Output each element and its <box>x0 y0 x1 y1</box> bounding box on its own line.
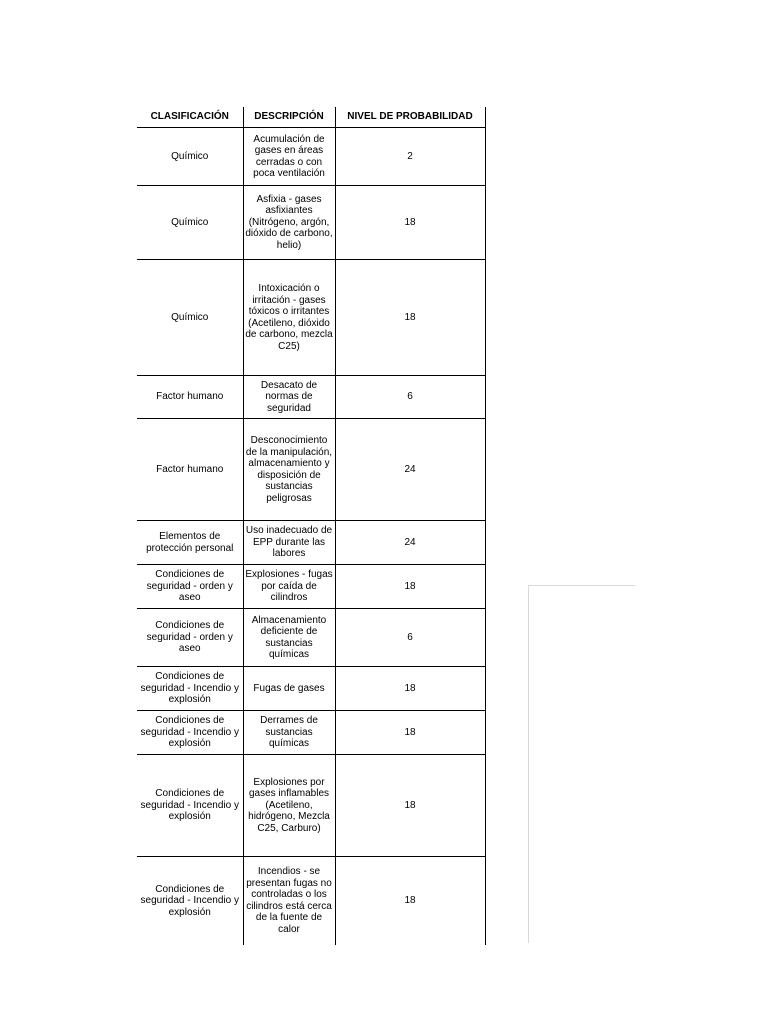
cell-probability-level <box>335 376 485 419</box>
table-row <box>137 857 485 945</box>
cell-classification <box>137 521 243 565</box>
cell-classification-text: Condiciones de seguridad - orden y aseo <box>146 620 233 655</box>
cell-description-text: Asfixia - gases asfixiantes (Nitrógeno, argón, dióxido de carbono, helio) <box>245 193 333 251</box>
cell-description <box>243 857 335 945</box>
table-header-row <box>137 107 485 128</box>
table-row <box>137 260 485 376</box>
cell-description <box>243 755 335 857</box>
cell-classification <box>137 667 243 711</box>
cell-probability-level <box>335 521 485 565</box>
risk-probability-table <box>137 107 486 945</box>
table-row <box>137 667 485 711</box>
cell-description-text: Desconocimiento de la manipulación, almacenamiento y disposición de sustancias peligrosas <box>245 435 333 504</box>
cell-classification-text: Químico <box>171 150 209 162</box>
cell-classification <box>137 609 243 667</box>
cell-probability-level <box>335 711 485 755</box>
cell-probability-level <box>335 186 485 260</box>
cell-probability-level <box>335 667 485 711</box>
empty-frame-top-border <box>528 585 635 586</box>
cell-description-text: Explosiones - fugas por caída de cilindros <box>245 569 333 604</box>
table-body <box>137 128 485 945</box>
cell-probability-level-text: 6 <box>407 391 413 403</box>
cell-classification <box>137 128 243 186</box>
cell-description <box>243 376 335 419</box>
cell-description-text: Desacato de normas de seguridad <box>260 379 318 414</box>
table-row <box>137 609 485 667</box>
cell-classification-text: Condiciones de seguridad - orden y aseo <box>146 569 233 604</box>
cell-classification <box>137 711 243 755</box>
cell-description <box>243 186 335 260</box>
empty-frame-left-border <box>528 585 529 943</box>
cell-probability-level-text: 18 <box>404 311 416 323</box>
cell-probability-level <box>335 128 485 186</box>
header-probability-level: NIVEL DE PROBABILIDAD <box>335 107 485 128</box>
cell-probability-level-text: 18 <box>404 799 416 811</box>
cell-description-text: Acumulación de gases en áreas cerradas o con poca ventilación <box>253 133 325 179</box>
cell-classification-text: Factor humano <box>156 463 224 475</box>
table-row <box>137 565 485 609</box>
cell-classification-text: Condiciones de seguridad - Incendio y explosión <box>140 715 239 750</box>
cell-probability-level-text: 18 <box>404 726 416 738</box>
cell-probability-level <box>335 260 485 376</box>
table-row <box>137 419 485 521</box>
table-row <box>137 186 485 260</box>
cell-probability-level <box>335 565 485 609</box>
cell-description-text: Incendios - se presentan fugas no controladas o los cilindros está cerca de la fuente de calor <box>246 866 332 935</box>
cell-probability-level <box>335 419 485 521</box>
cell-classification-text: Factor humano <box>156 391 224 403</box>
table-row <box>137 711 485 755</box>
cell-classification-text: Químico <box>171 216 209 228</box>
cell-classification <box>137 857 243 945</box>
cell-description <box>243 419 335 521</box>
cell-description-text: Explosiones por gases inflamables (Acetileno, hidrógeno, Mezcla C25, Carburo) <box>248 776 330 834</box>
cell-description-text: Intoxicación o irritación - gases tóxicos o irritantes (Acetileno, dióxido de carbono, mezcla C25) <box>245 283 333 352</box>
cell-classification <box>137 755 243 857</box>
table-row <box>137 128 485 186</box>
cell-description-text: Uso inadecuado de EPP durante las labores <box>245 525 333 560</box>
cell-probability-level-text: 18 <box>404 580 416 592</box>
cell-probability-level-text: 18 <box>404 682 416 694</box>
cell-classification-text: Condiciones de seguridad - Incendio y explosión <box>140 788 239 823</box>
cell-probability-level-text: 24 <box>404 463 416 475</box>
cell-classification <box>137 376 243 419</box>
cell-description <box>243 609 335 667</box>
cell-probability-level-text: 18 <box>404 216 416 228</box>
cell-description <box>243 260 335 376</box>
cell-description-text: Fugas de gases <box>253 682 325 694</box>
cell-classification <box>137 565 243 609</box>
cell-description <box>243 667 335 711</box>
cell-classification <box>137 186 243 260</box>
cell-classification-text: Químico <box>171 311 209 323</box>
cell-classification-text: Condiciones de seguridad - Incendio y explosión <box>140 883 239 918</box>
cell-classification-text: Condiciones de seguridad - Incendio y explosión <box>140 671 239 706</box>
cell-description-text: Almacenamiento deficiente de sustancias químicas <box>251 614 327 660</box>
table-row <box>137 755 485 857</box>
cell-classification <box>137 419 243 521</box>
cell-description-text: Derrames de sustancias químicas <box>260 715 318 750</box>
cell-description <box>243 521 335 565</box>
header-classification: CLASIFICACIÓN <box>137 107 243 128</box>
cell-probability-level <box>335 755 485 857</box>
cell-probability-level <box>335 609 485 667</box>
cell-probability-level-text: 24 <box>404 536 416 548</box>
header-description: DESCRIPCIÓN <box>243 107 335 128</box>
cell-probability-level-text: 6 <box>407 631 413 643</box>
cell-classification-text: Elementos de protección personal <box>146 531 234 554</box>
table-row <box>137 376 485 419</box>
cell-description <box>243 565 335 609</box>
cell-probability-level-text: 18 <box>404 895 416 906</box>
cell-probability-level-text: 2 <box>407 150 413 162</box>
cell-classification <box>137 260 243 376</box>
cell-probability-level <box>335 857 485 945</box>
cell-description <box>243 128 335 186</box>
cell-description <box>243 711 335 755</box>
table-row <box>137 521 485 565</box>
